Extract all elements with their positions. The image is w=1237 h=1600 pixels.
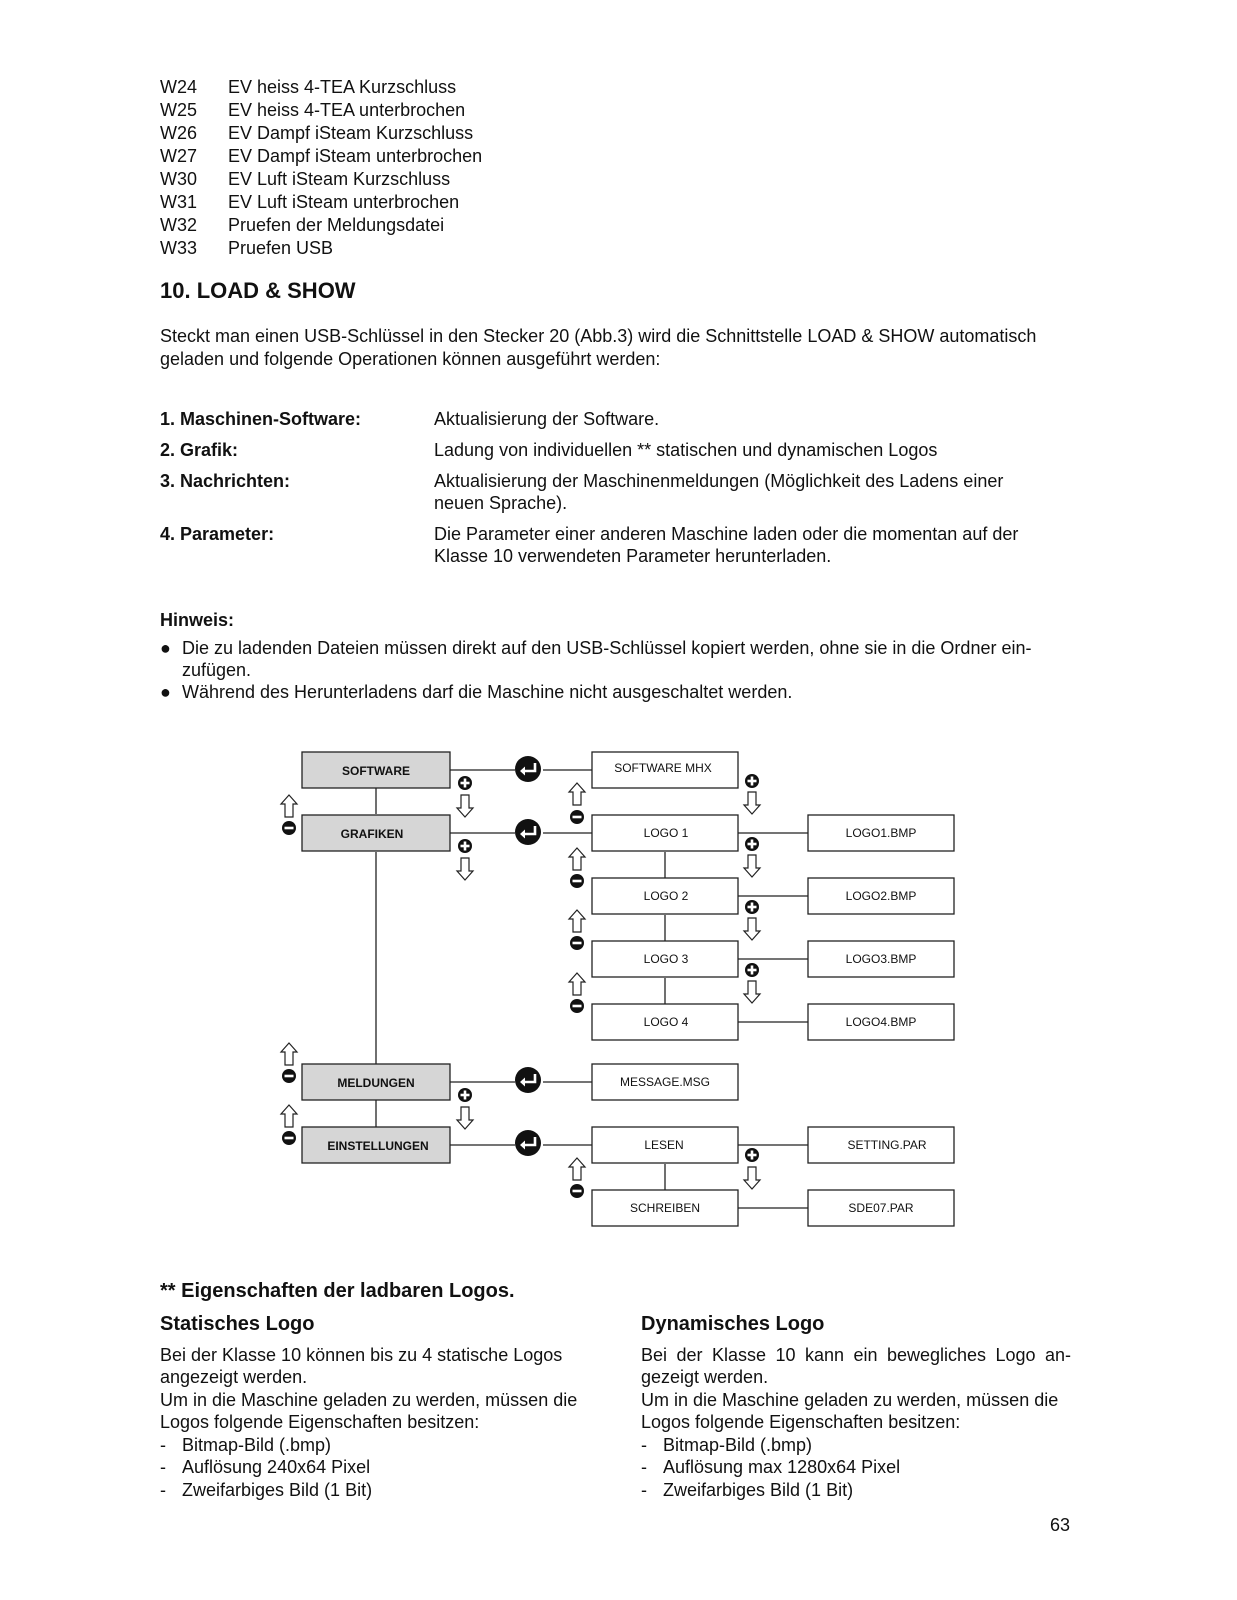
item-label-logo-1: LOGO 1	[643, 826, 689, 840]
enter-icon	[515, 756, 541, 782]
menu-label-einstellungen: EINSTELLUNGEN	[327, 1139, 429, 1153]
file-label-logo2-bmp: LOGO2.BMP	[845, 889, 917, 903]
minus-icon	[570, 936, 584, 950]
operation-description: Aktualisierung der Software.	[434, 409, 660, 429]
minus-icon	[570, 1184, 584, 1198]
section-title: 10. LOAD & SHOW	[160, 278, 356, 303]
file-label-logo3-bmp: LOGO3.BMP	[845, 952, 917, 966]
warning-code: W30	[160, 169, 198, 189]
arrow-up-icon	[569, 848, 585, 870]
warning-text: EV Luft iSteam unterbrochen	[228, 192, 460, 212]
warning-row	[160, 99, 860, 122]
file-label-logo4-bmp: LOGO4.BMP	[845, 1015, 917, 1029]
minus-icon	[570, 874, 584, 888]
operations-list	[160, 408, 1090, 576]
item-label-logo-3: LOGO 3	[643, 952, 689, 966]
operation-row	[160, 408, 1090, 430]
plus-icon	[458, 839, 472, 853]
file-label-logo1-bmp: LOGO1.BMP	[845, 826, 917, 840]
item-label-lesen: LESEN	[644, 1138, 684, 1152]
warning-row	[160, 145, 860, 168]
arrow-down-icon	[744, 855, 760, 877]
arrow-up-icon	[569, 783, 585, 805]
operation-label: 3. Nachrichten:	[160, 471, 291, 491]
dynamic-logo-property: - Bitmap-Bild (.bmp)	[641, 1434, 813, 1455]
arrow-down-icon	[744, 918, 760, 940]
notes-list	[160, 637, 1090, 703]
dynamic-logo-text: Um in die Maschine geladen zu werden, müssen die Logos folgende Eigenschaften besitzen:	[641, 1389, 1059, 1432]
dynamic-logo-title: Dynamisches Logo	[641, 1313, 825, 1335]
property-text: Bitmap-Bild (.bmp)	[663, 1434, 813, 1455]
property-text: Auflösung 240x64 Pixel	[182, 1457, 371, 1477]
warning-row	[160, 168, 860, 191]
arrow-up-icon	[569, 973, 585, 995]
property-text: Bitmap-Bild (.bmp)	[182, 1434, 332, 1455]
warning-row	[160, 214, 860, 237]
dynamic-logo-column	[641, 1313, 1071, 1501]
enter-icon	[515, 1130, 541, 1156]
arrow-up-icon	[569, 910, 585, 932]
static-logo-title: Statisches Logo	[160, 1313, 315, 1335]
bullet-icon: ●	[160, 682, 171, 702]
plus-icon	[745, 774, 759, 788]
item-label-software-mhx: SOFTWARE MHX	[614, 761, 712, 775]
warning-text: EV Dampf iSteam Kurzschluss	[228, 123, 474, 143]
plus-icon	[745, 963, 759, 977]
arrow-down-icon	[744, 1167, 760, 1189]
dynamic-logo-text: Bei der Klasse 10 kann ein bewegliches Logo an-gezeigt werden.	[641, 1344, 1071, 1387]
warning-code: W26	[160, 123, 198, 143]
page-number: 63	[1050, 1515, 1071, 1535]
arrow-down-icon	[744, 792, 760, 814]
static-logo-text: Um in die Maschine geladen zu werden, müssen die Logos folgende Eigenschaften besitzen:	[160, 1389, 578, 1432]
arrow-down-icon	[457, 1107, 473, 1129]
warning-row	[160, 237, 860, 260]
item-label-schreiben: SCHREIBEN	[629, 1201, 701, 1215]
warning-text: EV heiss 4-TEA Kurzschluss	[228, 77, 457, 97]
file-label-setting-par: SETTING.PAR	[847, 1138, 927, 1152]
minus-icon	[570, 999, 584, 1013]
warning-row	[160, 122, 860, 145]
warning-text: EV Luft iSteam Kurzschluss	[228, 169, 451, 189]
operation-label: 1. Maschinen-Software:	[160, 409, 362, 429]
bullet-icon: ●	[160, 638, 171, 658]
dynamic-logo-property: - Zweifarbiges Bild (1 Bit)	[641, 1479, 854, 1500]
warning-text: EV Dampf iSteam unterbrochen	[228, 146, 483, 166]
note-text: Die zu ladenden Dateien müssen direkt auf den USB-Schlüssel kopiert werden, ohne sie in die Ordner ein-zufügen.	[182, 638, 1032, 680]
arrow-up-icon	[569, 1158, 585, 1180]
enter-icon	[515, 819, 541, 845]
dynamic-logo-property: - Auflösung max 1280x64 Pixel	[641, 1457, 901, 1477]
menu-label-meldungen: MELDUNGEN	[337, 1076, 415, 1090]
file-label-sde07-par: SDE07.PAR	[848, 1201, 914, 1215]
warning-code: W32	[160, 215, 198, 235]
property-text: Zweifarbiges Bild (1 Bit)	[182, 1479, 373, 1500]
property-text: Zweifarbiges Bild (1 Bit)	[663, 1479, 854, 1500]
load-show-menu-diagram	[0, 740, 1237, 1260]
property-text: Auflösung max 1280x64 Pixel	[663, 1457, 901, 1477]
note-title: Hinweis:	[160, 610, 235, 630]
warning-code: W24	[160, 77, 198, 97]
item-label-message-msg: MESSAGE.MSG	[619, 1075, 711, 1089]
operation-description: Aktualisierung der Maschinenmeldungen (Möglichkeit des Ladens einer neuen Sprache).	[434, 471, 1004, 513]
arrow-up-icon	[281, 1105, 297, 1127]
note-item	[160, 681, 1090, 703]
warning-row	[160, 191, 860, 214]
operation-description: Ladung von individuellen ** statischen und dynamischen Logos	[434, 440, 938, 460]
note-item	[160, 637, 1090, 681]
arrow-up-icon	[281, 1043, 297, 1065]
operation-label: 4. Parameter:	[160, 524, 275, 544]
static-logo-property: - Zweifarbiges Bild (1 Bit)	[160, 1479, 373, 1500]
warning-code: W25	[160, 100, 198, 120]
plus-icon	[745, 900, 759, 914]
operation-description: Die Parameter einer anderen Maschine laden oder die momentan auf der Klasse 10 verwendeten Parameter herunterladen.	[434, 524, 1019, 566]
minus-icon	[282, 1131, 296, 1145]
note-text: Während des Herunterladens darf die Maschine nicht ausgeschaltet werden.	[182, 682, 793, 702]
plus-icon	[745, 837, 759, 851]
menu-label-grafiken: GRAFIKEN	[340, 827, 404, 841]
arrow-down-icon	[744, 981, 760, 1003]
warning-code: W31	[160, 192, 198, 212]
warning-code: W27	[160, 146, 198, 166]
logos-section-title: ** Eigenschaften der ladbaren Logos.	[160, 1280, 515, 1302]
menu-label-software: SOFTWARE	[342, 764, 410, 778]
static-logo-column	[160, 1313, 590, 1501]
minus-icon	[282, 1069, 296, 1083]
operation-row	[160, 439, 1090, 461]
operation-row	[160, 523, 1090, 567]
intro-paragraph: Steckt man einen USB-Schlüssel in den Stecker 20 (Abb.3) wird die Schnittstelle LOAD & SHOW automatisch geladen und folgende Operationen können ausgeführt werden:	[160, 326, 1037, 369]
item-label-logo-4: LOGO 4	[643, 1015, 689, 1029]
warning-text: Pruefen USB	[228, 238, 334, 258]
arrow-up-icon	[281, 795, 297, 817]
warning-text: EV heiss 4-TEA unterbrochen	[228, 100, 466, 120]
arrow-down-icon	[457, 795, 473, 817]
plus-icon	[458, 1088, 472, 1102]
static-logo-property: - Auflösung 240x64 Pixel	[160, 1457, 371, 1477]
operation-label: 2. Grafik:	[160, 440, 239, 460]
warning-code-list	[160, 76, 860, 260]
operation-row	[160, 470, 1090, 514]
static-logo-property: - Bitmap-Bild (.bmp)	[160, 1434, 332, 1455]
static-logo-text: Bei der Klasse 10 können bis zu 4 statische Logos angezeigt werden.	[160, 1344, 563, 1387]
enter-icon	[515, 1067, 541, 1093]
minus-icon	[570, 810, 584, 824]
warning-text: Pruefen der Meldungsdatei	[228, 215, 445, 235]
plus-icon	[458, 776, 472, 790]
warning-code: W33	[160, 238, 198, 258]
warning-row	[160, 76, 860, 99]
arrow-down-icon	[457, 858, 473, 880]
item-label-logo-2: LOGO 2	[643, 889, 689, 903]
plus-icon	[745, 1148, 759, 1162]
minus-icon	[282, 821, 296, 835]
